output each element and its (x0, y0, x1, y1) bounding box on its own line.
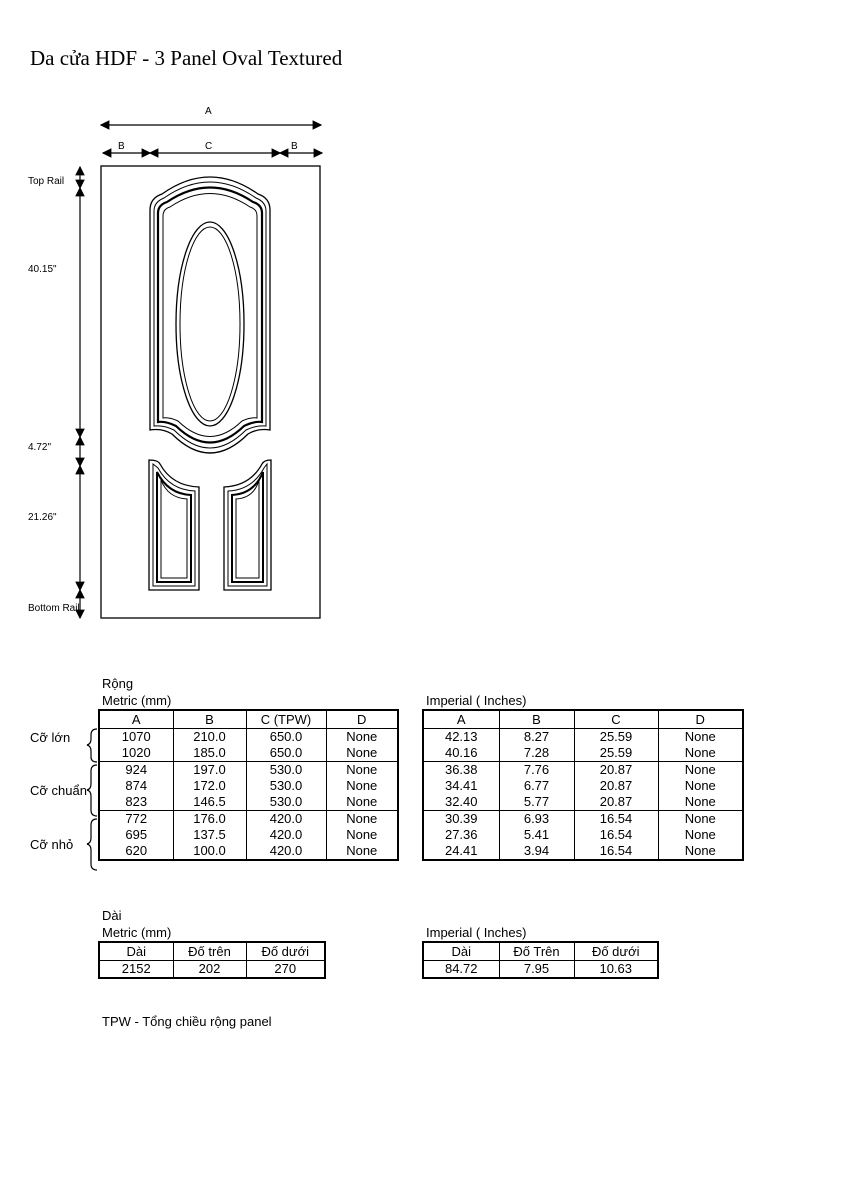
table-row (99, 778, 398, 794)
table-cell: 420.0 (246, 811, 326, 828)
table-cell: 695 (99, 827, 173, 843)
table-cell: None (326, 745, 398, 762)
table-cell: 30.39 (423, 811, 499, 828)
table-cell: 874 (99, 778, 173, 794)
table-cell: 270 (246, 961, 325, 979)
table-cell: None (326, 843, 398, 860)
upper-height-label: 40.15" (28, 264, 57, 275)
table-row (423, 811, 743, 828)
length-metric-caption: Metric (mm) (102, 925, 172, 940)
table-cell: 3.94 (499, 843, 574, 860)
col-header: Đố dưới (574, 942, 658, 961)
table-cell: None (658, 729, 743, 746)
table-row (99, 762, 398, 779)
table-row (99, 843, 398, 860)
table-cell: 197.0 (173, 762, 246, 779)
table-cell: 172.0 (173, 778, 246, 794)
door-outline (101, 166, 320, 618)
table-cell: None (326, 762, 398, 779)
table-cell: 24.41 (423, 843, 499, 860)
width-metric-caption: Metric (mm) (102, 693, 172, 708)
length-imperial-table (422, 941, 659, 979)
group-label-standard: Cỡ chuẩn (30, 783, 87, 798)
table-cell: None (326, 778, 398, 794)
table-row (423, 778, 743, 794)
length-metric-table (98, 941, 326, 979)
table-row (423, 827, 743, 843)
table-cell: 8.27 (499, 729, 574, 746)
bottom-rail-label: Bottom Rail (28, 603, 80, 614)
table-cell: 823 (99, 794, 173, 811)
col-header: A (423, 710, 499, 729)
table-row (423, 745, 743, 762)
table-cell: 7.76 (499, 762, 574, 779)
table-cell: 6.77 (499, 778, 574, 794)
table-cell: 1070 (99, 729, 173, 746)
table-cell: None (658, 778, 743, 794)
length-heading: Dài (102, 908, 122, 923)
lower-height-label: 21.26" (28, 512, 57, 523)
table-cell: 42.13 (423, 729, 499, 746)
table-row (99, 827, 398, 843)
table-row (423, 843, 743, 860)
table-cell: 40.16 (423, 745, 499, 762)
length-imperial-caption: Imperial ( Inches) (426, 925, 527, 940)
page-title: Da cửa HDF - 3 Panel Oval Textured (30, 46, 343, 70)
table-cell: 25.59 (574, 745, 658, 762)
table-cell: 210.0 (173, 729, 246, 746)
table-cell: 620 (99, 843, 173, 860)
table-cell: 34.41 (423, 778, 499, 794)
table-cell: 924 (99, 762, 173, 779)
table-cell: 420.0 (246, 827, 326, 843)
table-cell: 420.0 (246, 843, 326, 860)
table-cell: 27.36 (423, 827, 499, 843)
table-cell: 20.87 (574, 762, 658, 779)
dim-b-right-label: B (291, 141, 298, 152)
table-cell: 7.28 (499, 745, 574, 762)
width-heading: Rộng (102, 676, 134, 691)
width-metric-table (98, 709, 399, 861)
col-header: D (658, 710, 743, 729)
table-row (423, 762, 743, 779)
width-imperial-table (422, 709, 744, 861)
dim-b-left-label: B (118, 141, 125, 152)
table-cell: 20.87 (574, 778, 658, 794)
table-cell: 84.72 (423, 961, 499, 979)
table-row (99, 745, 398, 762)
col-header: Đố trên (173, 942, 246, 961)
col-header: B (173, 710, 246, 729)
top-rail-label: Top Rail (28, 176, 65, 187)
table-cell: 137.5 (173, 827, 246, 843)
table-cell: 530.0 (246, 794, 326, 811)
col-header: Dài (99, 942, 173, 961)
table-cell: None (658, 794, 743, 811)
col-header: A (99, 710, 173, 729)
table-cell: 650.0 (246, 729, 326, 746)
table-cell: 32.40 (423, 794, 499, 811)
col-header: B (499, 710, 574, 729)
table-cell: None (658, 843, 743, 860)
table-cell: 1020 (99, 745, 173, 762)
table-cell: 25.59 (574, 729, 658, 746)
table-row (99, 961, 325, 979)
dim-a-label: A (205, 106, 212, 117)
table-cell: 2152 (99, 961, 173, 979)
table-cell: 36.38 (423, 762, 499, 779)
table-cell: 5.41 (499, 827, 574, 843)
table-row (423, 729, 743, 746)
table-cell: None (658, 811, 743, 828)
table-row (99, 729, 398, 746)
table-cell: 20.87 (574, 794, 658, 811)
table-cell: 772 (99, 811, 173, 828)
table-cell: None (326, 811, 398, 828)
table-cell: None (658, 827, 743, 843)
table-row (99, 811, 398, 828)
table-cell: None (326, 794, 398, 811)
table-cell: 530.0 (246, 762, 326, 779)
table-cell: None (326, 729, 398, 746)
table-row (99, 794, 398, 811)
table-cell: None (658, 762, 743, 779)
table-cell: 650.0 (246, 745, 326, 762)
table-cell: 100.0 (173, 843, 246, 860)
table-cell: None (326, 827, 398, 843)
table-cell: 5.77 (499, 794, 574, 811)
table-cell: 6.93 (499, 811, 574, 828)
col-header: Dài (423, 942, 499, 961)
table-cell: 7.95 (499, 961, 574, 979)
col-header: C (TPW) (246, 710, 326, 729)
table-cell: 16.54 (574, 843, 658, 860)
table-cell: 176.0 (173, 811, 246, 828)
group-label-large: Cỡ lớn (30, 730, 71, 745)
mid-rail-label: 4.72" (28, 442, 52, 453)
col-header: C (574, 710, 658, 729)
table-cell: 146.5 (173, 794, 246, 811)
table-cell: 530.0 (246, 778, 326, 794)
table-cell: 202 (173, 961, 246, 979)
group-label-small: Cỡ nhỏ (30, 837, 74, 852)
tpw-footnote: TPW - Tổng chiều rộng panel (102, 1014, 272, 1029)
col-header: Đố Trên (499, 942, 574, 961)
table-cell: None (658, 745, 743, 762)
table-row (423, 794, 743, 811)
table-cell: 16.54 (574, 811, 658, 828)
table-cell: 185.0 (173, 745, 246, 762)
col-header: Đố dưới (246, 942, 325, 961)
dim-c-label: C (205, 141, 213, 152)
table-row (423, 961, 658, 979)
table-cell: 16.54 (574, 827, 658, 843)
width-imperial-caption: Imperial ( Inches) (426, 693, 527, 708)
col-header: D (326, 710, 398, 729)
table-cell: 10.63 (574, 961, 658, 979)
